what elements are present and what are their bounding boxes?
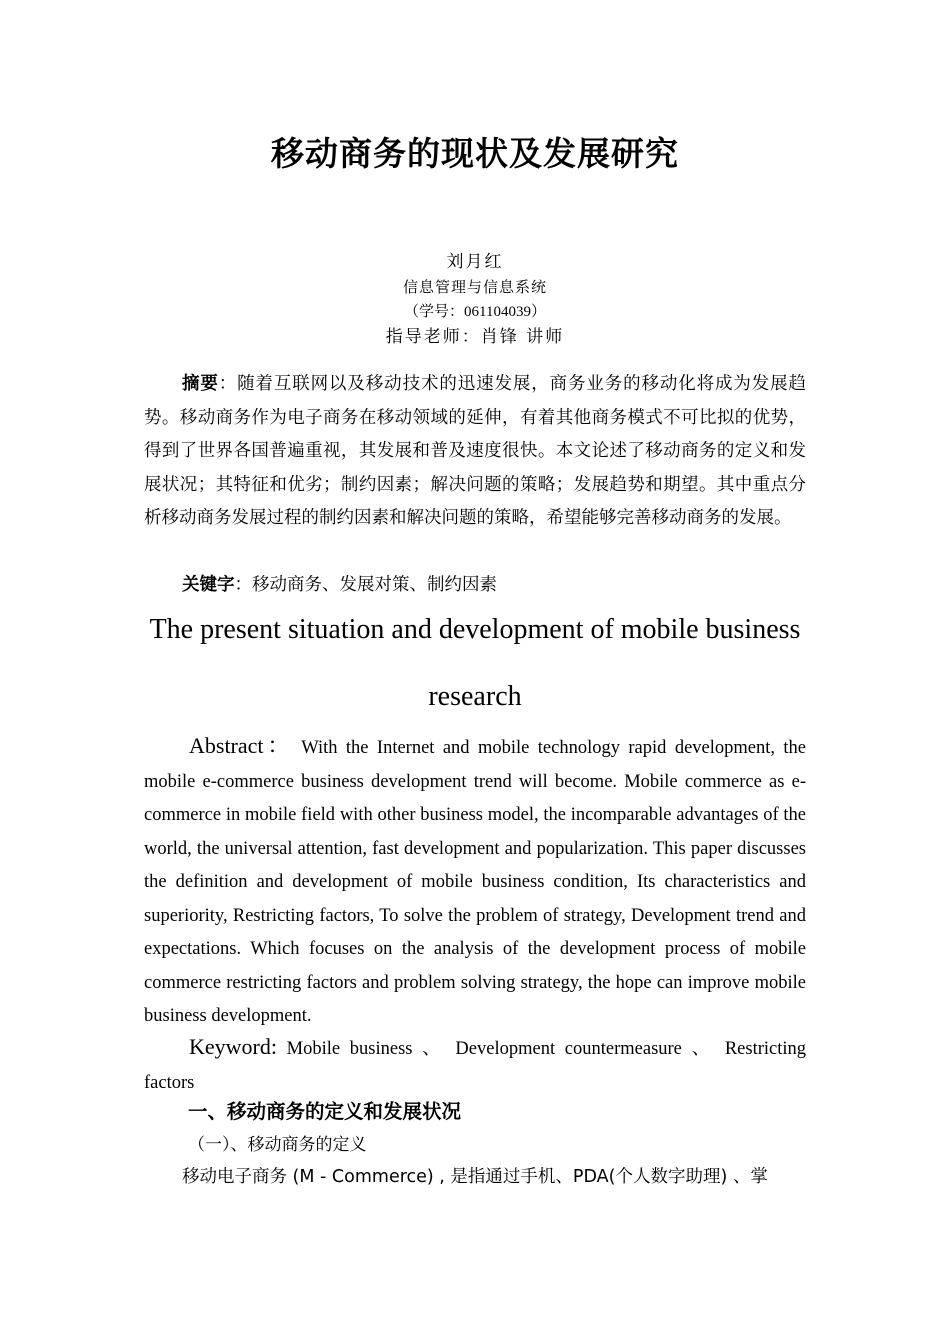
- advisor: 指导老师：肖锋 讲师: [385, 327, 565, 347]
- body-paragraph: 移动电子商务 (M - Commerce) , 是指通过手机、PDA(个人数字助理) 、掌: [182, 1167, 768, 1187]
- author-block: [0, 250, 950, 350]
- keywords-en-label: Keyword:: [189, 1034, 277, 1059]
- author-name: 刘月红: [446, 252, 504, 272]
- keywords-en-text: Mobile business 、 Development countermeasure 、 Restricting factors: [144, 1039, 806, 1093]
- keywords-cn-separator: ：: [234, 575, 252, 595]
- abstract-en-text: With the Internet and mobile technology rapid development, the mobile e-commerce business development trend will become. Mobile commerce as e-commerce in mobile field with other business model, the incomparable advantages of the world, the universal attention, fast development and popularization. This paper discusses the definition and development of mobile business condition, Its characteristics and superiority, Restricting factors, To solve the problem of strategy, Development trend and expectations. Which focuses on the analysis of the development process of mobile commerce restricting factors and problem solving strategy, the hope can improve mobile business development.: [144, 738, 807, 1026]
- abstract-cn-label: 摘要: [182, 374, 219, 394]
- keywords-english: [144, 1030, 806, 1100]
- section-heading: 一、移动商务的定义和发展状况: [188, 1100, 462, 1123]
- paper-title: 移动商务的现状及发展研究: [271, 134, 679, 173]
- abstract-english: [144, 729, 806, 1034]
- abstract-cn-separator: ：: [218, 374, 238, 394]
- keywords-cn-label: 关键字: [182, 575, 235, 595]
- department: 信息管理与信息系统: [402, 278, 547, 296]
- subsection-heading: （一）、移动商务的定义: [188, 1135, 367, 1155]
- abstract-en-label: Abstract：: [189, 733, 294, 758]
- student-id: （学号：061104039）: [404, 304, 546, 320]
- keywords-cn-text: 移动商务、发展对策、制约因素: [252, 575, 497, 595]
- abstract-cn-text: 随着互联网以及移动技术的迅速发展，商务业务的移动化将成为发展趋势。移动商务作为电子商务在移动领域的延伸，有着其他商务模式不可比拟的优势，得到了世界各国普遍重视，其发展和普及速度很快。本文论述了移动商务的定义和发展状况；其特征和优劣；制约因素；解决问题的策略；发展趋势和期望。其中重点分析移动商务发展过程的制约因素和解决问题的策略，希望能够完善移动商务的发展。: [144, 374, 807, 528]
- english-title: The present situation and development of mobile business research: [149, 614, 801, 712]
- abstract-chinese: [144, 368, 806, 536]
